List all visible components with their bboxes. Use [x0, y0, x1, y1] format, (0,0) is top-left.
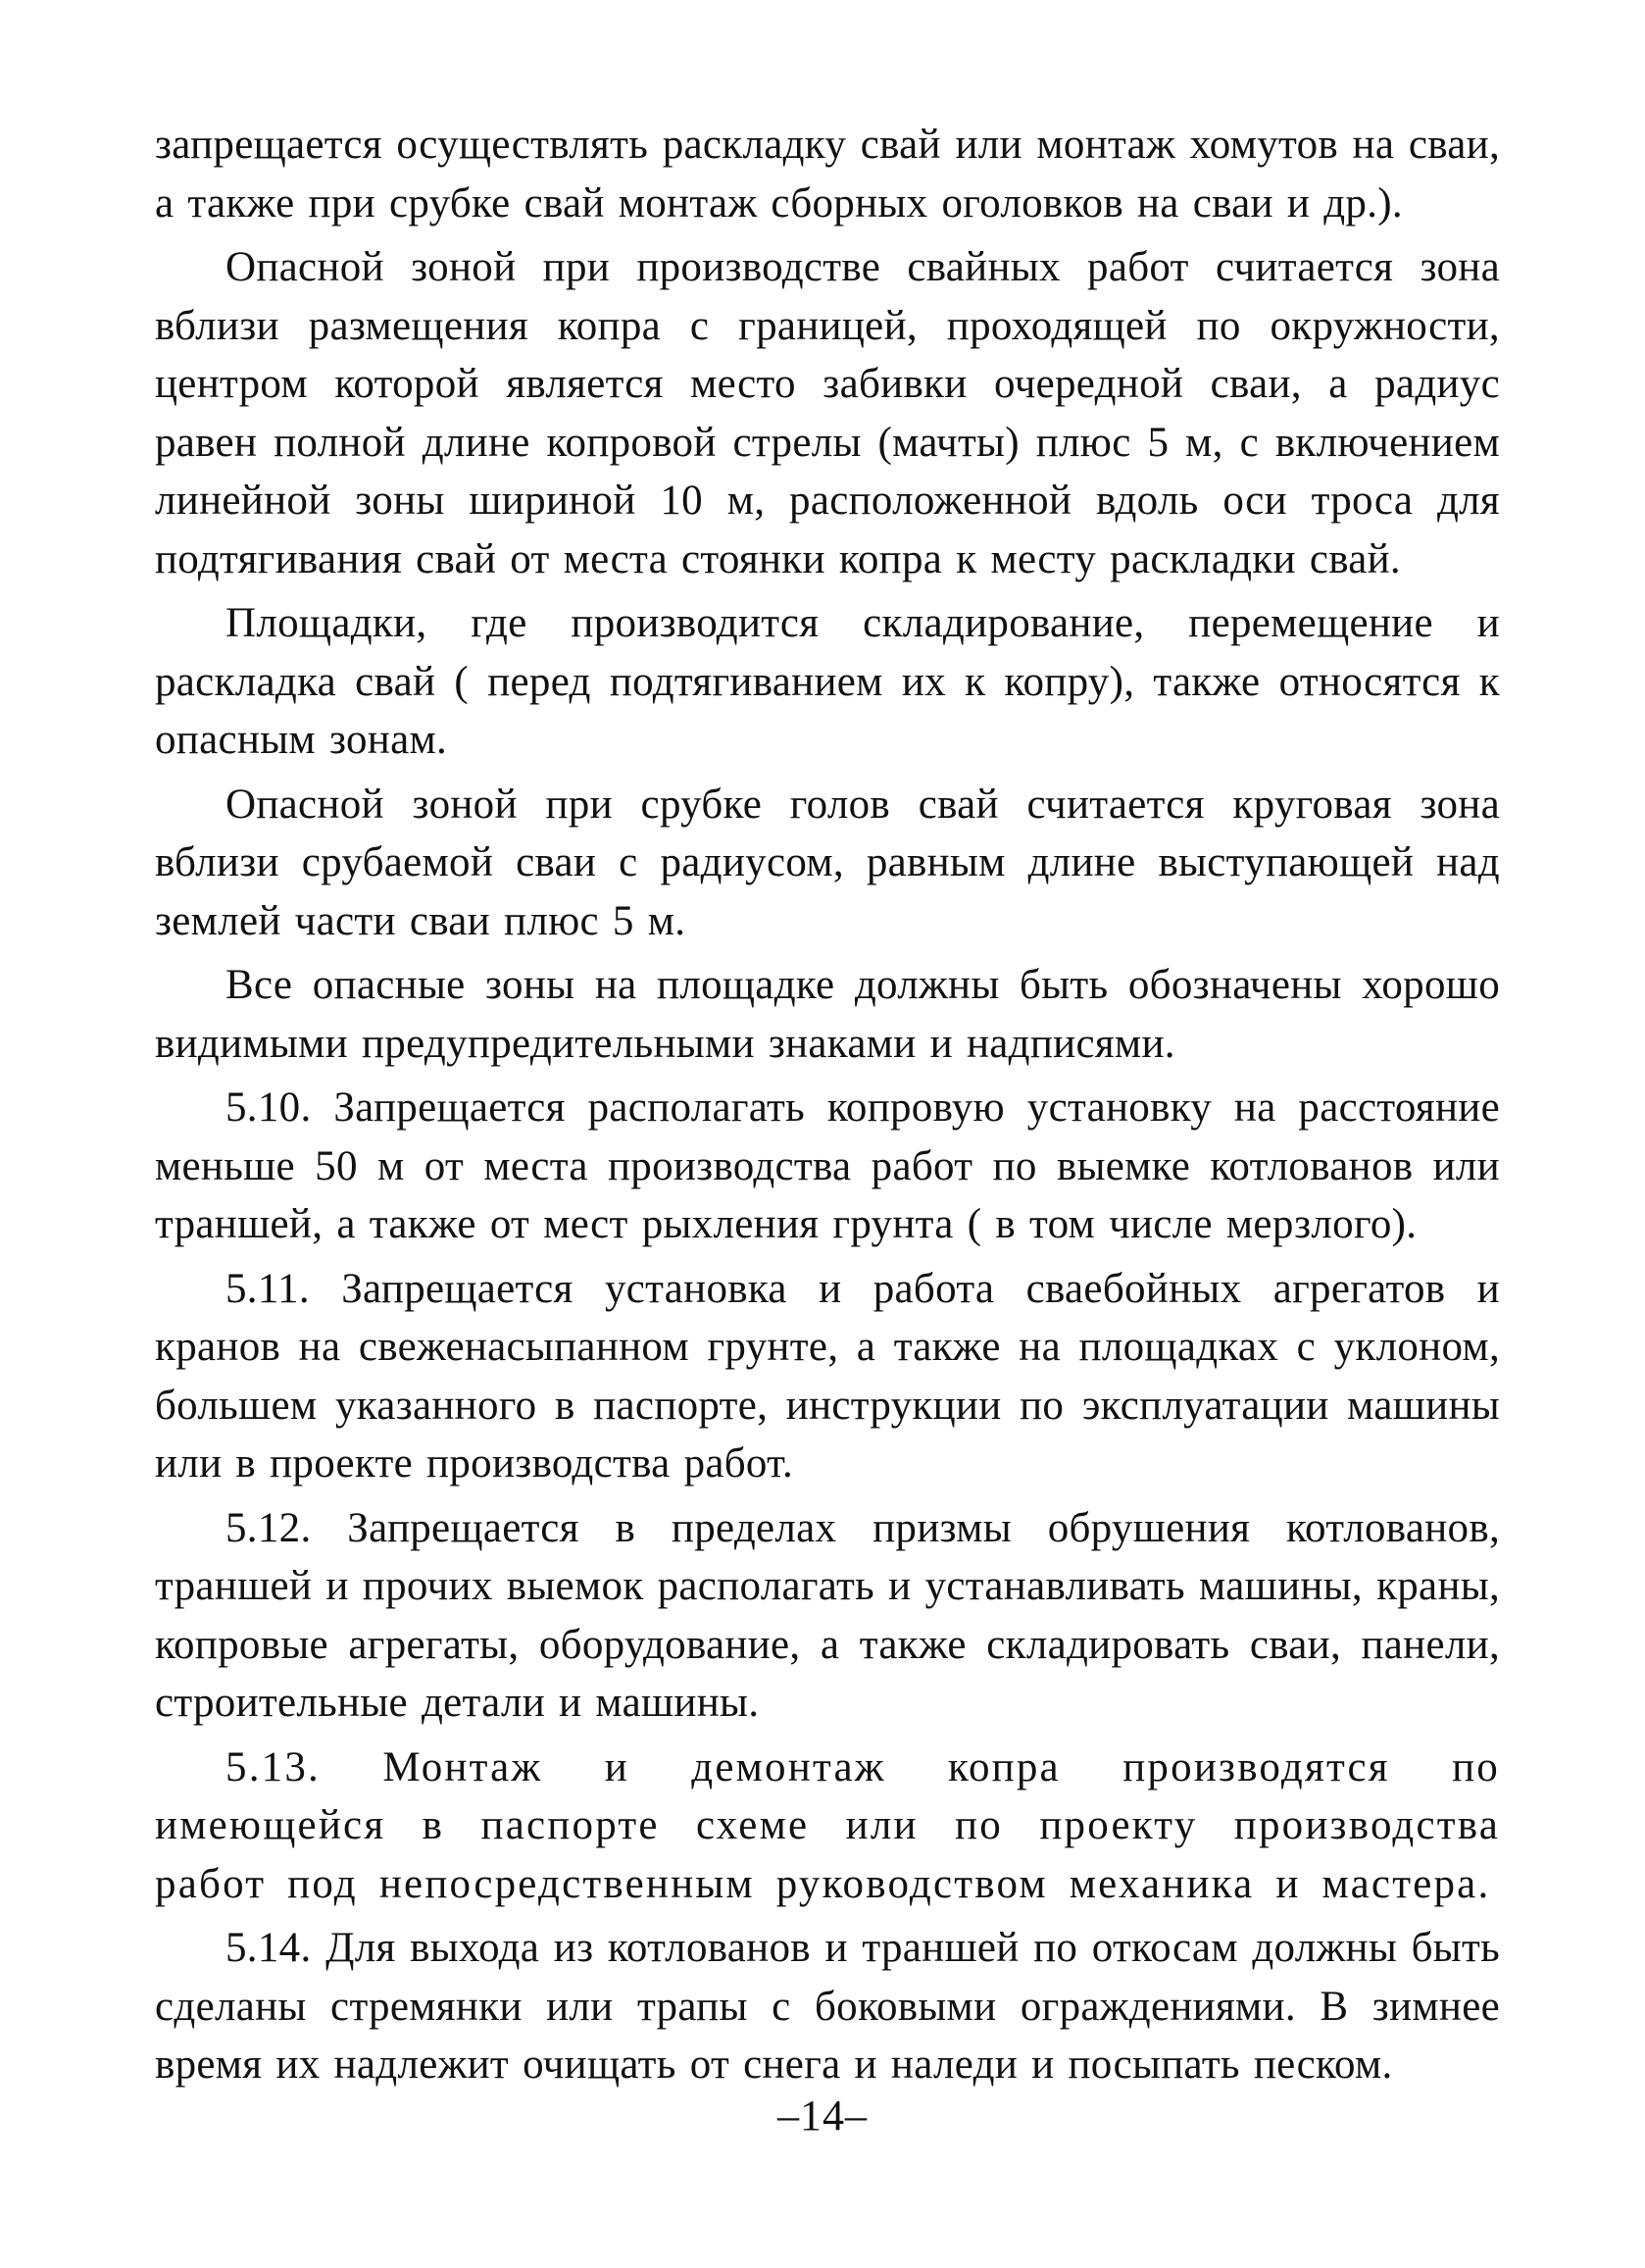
paragraph-5-14: 5.14. Для выхода из котлованов и траншей по откосам должны быть сделаны стремянки или трапы с боковыми ограждениями. В зимнее время их надлежит очищать от снега и наледи и посыпать песком.: [155, 1925, 1500, 2088]
paragraph-danger-zone-pile-cutting: Опасной зоной при срубке голов свай считается круговая зона вблизи срубаемой сваи с радиусом, равным длине выступающей над землей части сваи плюс 5 м.: [155, 781, 1500, 944]
paragraph-5-11: 5.11. Запрещается установка и работа сваебойных агрегатов и кранов на свеженасыпанном грунте, а также на площадках с уклоном, большем указанного в паспорте, инструкции по эксплуатации машины или в проекте производства работ.: [155, 1265, 1500, 1487]
paragraph-5-12: 5.12. Запрещается в пределах призмы обрушения котлованов, траншей и прочих выемок располагать и устанавливать машины, краны, копровые агрегаты, оборудование, а также складировать сваи, панели, строительные детали и машины.: [155, 1504, 1500, 1726]
paragraph-continuation: запрещается осуществлять раскладку свай или монтаж хомутов на сваи, а также при срубке свай монтаж сборных оголовков на сваи и др.).: [155, 122, 1500, 227]
paragraph-5-13: 5.13. Монтаж и демонтаж копра производятся по имеющейся в паспорте схеме или по проекту производства работ под непосредственным руководством механика и мастера.: [155, 1743, 1500, 1907]
document-page: [155, 116, 1500, 2094]
paragraph-storage-areas: Площадки, где производится складирование, перемещение и раскладка свай ( перед подтягиванием их к копру), также относятся к опасным зонам.: [155, 600, 1500, 763]
page-number: –14–: [777, 2092, 868, 2140]
paragraph-5-10: 5.10. Запрещается располагать копровую установку на расстояние меньше 50 м от места производства работ по выемке котлованов или траншей, а также от мест рыхления грунта ( в том числе мерзлого).: [155, 1084, 1500, 1247]
paragraph-warning-signs: Все опасные зоны на площадке должны быть обозначены хорошо видимыми предупредительными знаками и надписями.: [155, 962, 1500, 1067]
paragraph-danger-zone-pile-driving: Опасной зоной при производстве свайных работ считается зона вблизи размещения копра с границей, проходящей по окружности, центром которой является место забивки очередной сваи, а радиус равен полной длине копровой стрелы (мачты) плюс 5 м, с включением линейной зоны шириной 10 м, расположенной вдоль оси троса для подтягивания свай от места стоянки копра к месту раскладки свай.: [155, 244, 1500, 582]
